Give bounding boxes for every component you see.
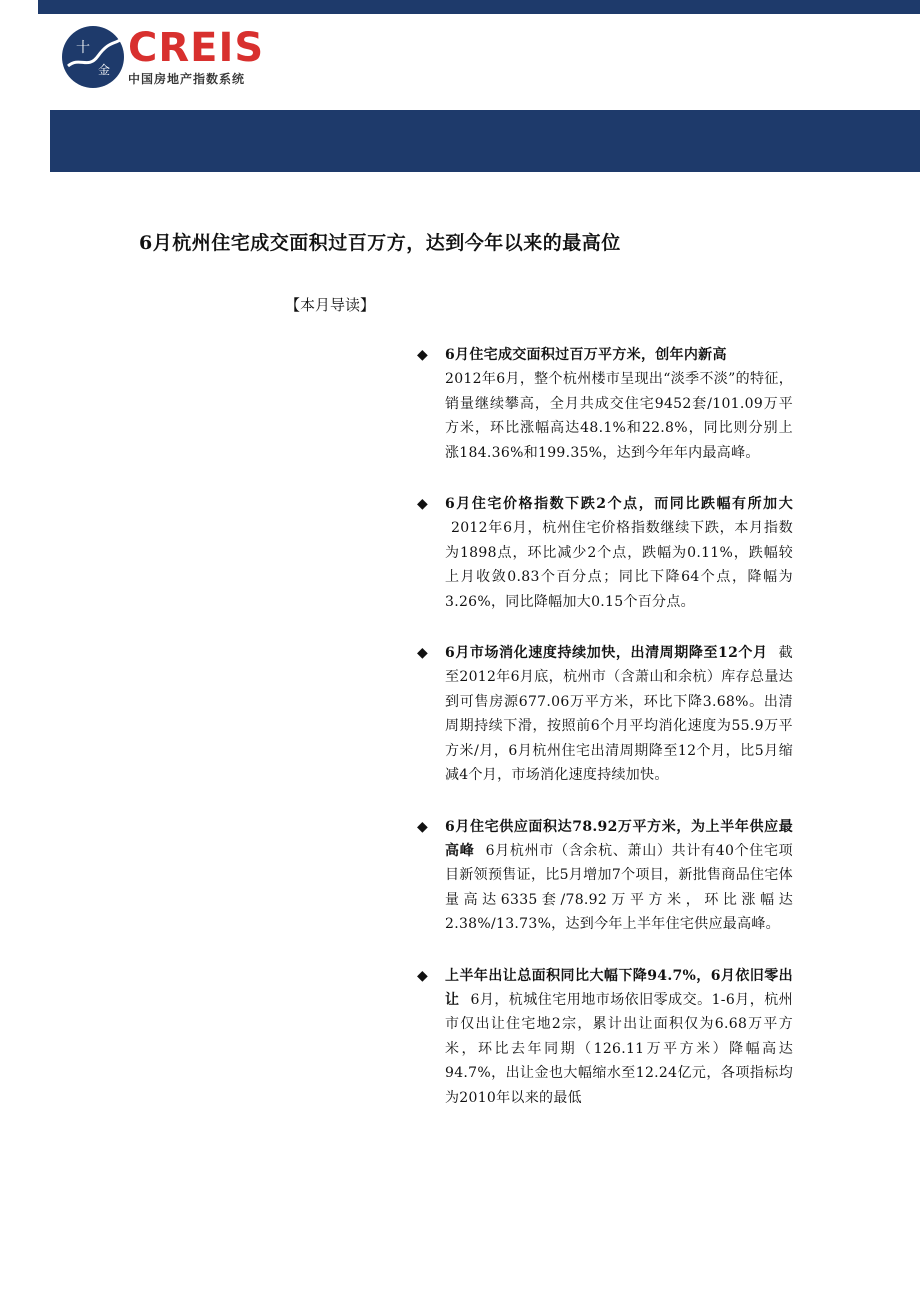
svg-text:十: 十	[76, 40, 90, 56]
diamond-bullet-icon: ◆	[417, 967, 429, 984]
list-item	[415, 964, 793, 1110]
item-body: 2012年6月，杭州住宅价格指数继续下跌，本月指数为1898点，环比减少2个点，跌幅为0.11%，跌幅较上月收敛0.83个百分点；同比下降64个点，降幅为3.26%，同比降幅加大0.15个百分点。	[445, 520, 793, 610]
item-heading: 上半年出让总面积同比大幅下降94.7%，6月依旧零出让	[445, 967, 793, 1008]
item-heading: 6月市场消化速度持续加快，出清周期降至12个月	[445, 645, 768, 662]
section-label: 【本月导读】	[285, 296, 376, 314]
logo-wordmark: CREIS	[128, 25, 265, 71]
list-item	[415, 492, 793, 614]
diamond-bullet-icon: ◆	[417, 347, 429, 363]
list-item	[415, 641, 793, 787]
diamond-bullet-icon: ◆	[417, 818, 429, 835]
header-banner	[50, 110, 920, 172]
diamond-bullet-icon: ◆	[417, 496, 429, 513]
logo-subtitle: 中国房地产指数系统	[128, 72, 246, 86]
top-bar	[38, 0, 920, 14]
item-body: 6月杭州市（含余杭、萧山）共计有40个住宅项目新领预售证，比5月增加7个项目，新批售商品住宅体量高达6335套/78.92万平方米，环比涨幅达2.38%/13.73%，达到今年上半年住宅供应最高峰。	[445, 842, 793, 933]
svg-text:金: 金	[98, 63, 111, 77]
item-heading: 6月住宅成交面积过百万平方米，创年内新高	[445, 347, 727, 363]
item-heading: 6月住宅供应面积达78.92万平方米，为上半年供应最高峰	[445, 818, 793, 859]
item-body: 6月，杭城住宅用地市场依旧零成交。1-6月，杭州市仅出让住宅地2宗，累计出让面积仅为6.68万平方米，环比去年同期（126.11万平方米）降幅高达94.7%，出让金也大幅缩水至12.24亿元，各项指标均为2010年以来的最低	[445, 991, 793, 1106]
list-item	[415, 815, 793, 937]
item-body: 2012年6月，整个杭州楼市呈现出“淡季不淡”的特征，销量继续攀高，全月共成交住宅9452套/101.09万平方米，环比涨幅高达48.1%和22.8%，同比则分别上涨184.36%和199.35%，达到今年年内最高峰。	[445, 371, 793, 461]
list-item	[415, 343, 793, 465]
summary-list	[415, 343, 793, 1137]
diamond-bullet-icon: ◆	[417, 645, 429, 662]
logo-emblem-icon	[62, 26, 124, 88]
item-heading: 6月住宅价格指数下跌2个点，而同比跌幅有所加大	[445, 496, 793, 513]
page-title: 6月杭州住宅成交面积过百万方，达到今年以来的最高位	[139, 232, 621, 254]
creis-logo	[62, 26, 272, 90]
item-body: 截至2012年6月底，杭州市（含萧山和余杭）库存总量达到可售房源677.06万平方米，环比下降3.68%。出清周期持续下滑，按照前6个月平均消化速度为55.9万平方米/月，6月杭州住宅出清周期降至12个月，比5月缩减4个月，市场消化速度持续加快。	[445, 645, 793, 784]
